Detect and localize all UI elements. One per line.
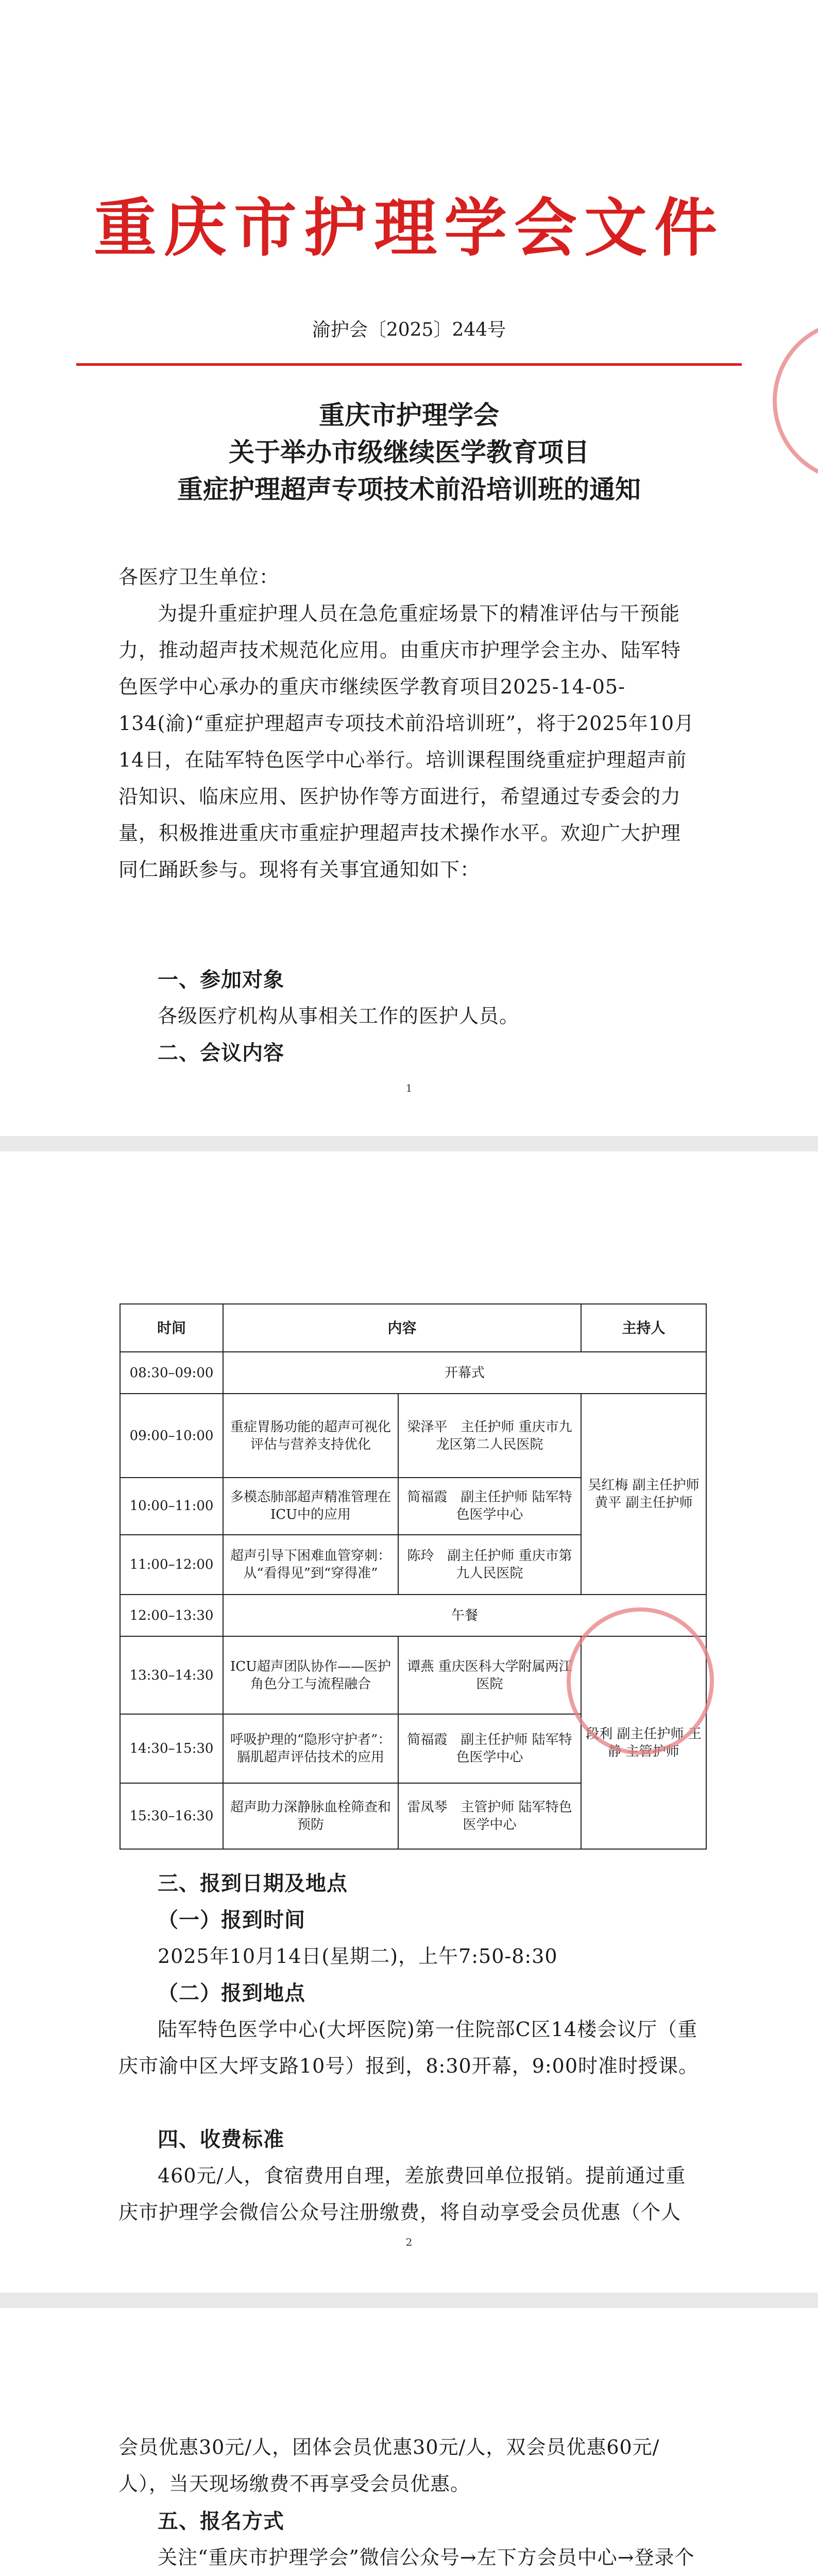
row-speaker: 梁泽平 主任护师 重庆市九龙区第二人民医院 (407, 1419, 572, 1452)
section-2-title: 二、会议内容 (158, 1041, 284, 1065)
title-line-3: 重症护理超声专项技术前沿培训班的通知 (177, 474, 641, 504)
page-3 (0, 2308, 818, 2576)
title-line-2: 关于举办市级继续医学教育项目 (229, 437, 589, 467)
table-header-content: 内容 (223, 1304, 581, 1352)
host-group-2: 段利 副主任护师 王静 主管护师 (581, 1636, 706, 1849)
row-time: 08:30–09:00 (120, 1352, 223, 1394)
row-time: 13:30–14:30 (120, 1636, 223, 1714)
row-speaker: 简福霞 副主任护师 陆军特色医学中心 (407, 1489, 572, 1523)
row-content: 多模态肺部超声精准管理在ICU中的应用 (224, 1478, 399, 1534)
row-content: 超声引导下困难血管穿刺：从“看得见”到“穿得准” (224, 1535, 399, 1594)
row-time: 15:30–16:30 (120, 1783, 223, 1849)
red-divider (76, 363, 742, 366)
table-header-host: 主持人 (581, 1304, 706, 1352)
intro-paragraph: 为提升重症护理人员在急危重症场景下的精准评估与干预能力，推动超声技术规范化应用。由重庆市护理学会主办、陆军特色医学中心承办的重庆市继续医学教育项目2025-14-05-134(渝)“重症护理超声专项技术前沿培训班”，将于2025年10月14日，在陆军特色医学中心举行。培训课程围绕重症护理超声前沿知识、临床应用、医护协作等方面进行，希望通过专委会的力量，积极推进重庆市重症护理超声技术操作水平。欢迎广大护理同仁踊跃参与。现将有关事宜通知如下： (118, 602, 695, 881)
row-content: 超声助力深静脉血栓筛查和预防 (224, 1784, 399, 1849)
red-seal (567, 1607, 714, 1755)
section-3-sub2-title: （二）报到地点 (158, 1981, 305, 2005)
row-time: 14:30–15:30 (120, 1714, 223, 1783)
title-line-1: 重庆市护理学会 (319, 400, 499, 430)
fee-text-part2: 会员优惠30元/人，团体会员优惠30元/人，双会员优惠60元/人），当天现场缴费不再享受会员优惠。 (118, 2436, 660, 2495)
document-header-title: 重庆市护理学会文件 (94, 192, 724, 265)
salutation: 各医疗卫生单位： (118, 566, 280, 588)
page-1 (0, 0, 818, 1136)
section-3-title: 三、报到日期及地点 (158, 1871, 348, 1895)
row-content: 呼吸护理的“隐形守护者”：膈肌超声评估技术的应用 (224, 1715, 399, 1783)
section-3-sub1-title: （一）报到时间 (158, 1908, 305, 1932)
row-speaker: 雷凤琴 主管护师 陆军特色医学中心 (407, 1800, 572, 1833)
row-content: ICU超声团队协作——医护角色分工与流程融合 (224, 1637, 399, 1714)
host-group-1: 吴红梅 副主任护师 黄平 副主任护师 (581, 1394, 706, 1594)
registration-method: 关注“重庆市护理学会”微信公众号→左下方会员中心→登录个 (158, 2546, 695, 2569)
section-1-title: 一、参加对象 (158, 968, 284, 992)
row-speaker: 陈玲 副主任护师 重庆市第九人民医院 (407, 1548, 572, 1581)
table-row (120, 1394, 706, 1478)
row-time: 12:00–13:30 (120, 1595, 223, 1636)
schedule-table (120, 1303, 707, 1850)
row-time: 09:00–10:00 (120, 1394, 223, 1478)
row-content: 午餐 (223, 1595, 706, 1636)
registration-location: 陆军特色医学中心(大坪医院)第一住院部C区14楼会议厅（重庆市渝中区大坪支路10号）报到，8:30开幕，9:00时准时授课。 (118, 2018, 699, 2077)
row-content: 开幕式 (223, 1352, 706, 1394)
table-header-time: 时间 (120, 1304, 223, 1352)
section-5-title: 五、报名方式 (158, 2509, 284, 2533)
row-time: 10:00–11:00 (120, 1478, 223, 1534)
section-1-text: 各级医疗机构从事相关工作的医护人员。 (158, 1005, 520, 1027)
page-number: 1 (405, 1082, 413, 1094)
section-4-title: 四、收费标准 (158, 2127, 284, 2151)
row-time: 11:00–12:00 (120, 1535, 223, 1595)
row-content: 重症胃肠功能的超声可视化评估与营养支持优化 (224, 1394, 399, 1477)
row-speaker: 简福霞 副主任护师 陆军特色医学中心 (407, 1732, 572, 1766)
row-speaker: 谭燕 重庆医科大学附属两江医院 (407, 1658, 572, 1692)
registration-time: 2025年10月14日(星期二)，上午7:50-8:30 (158, 1945, 558, 1968)
page-number: 2 (405, 2236, 413, 2248)
document-number: 渝护会〔2025〕244号 (312, 319, 506, 341)
table-row (120, 1352, 706, 1394)
fee-text-part1: 460元/人，食宿费用自理，差旅费回单位报销。提前通过重庆市护理学会微信公众号注册缴费，将自动享受会员优惠（个人 (118, 2164, 686, 2224)
